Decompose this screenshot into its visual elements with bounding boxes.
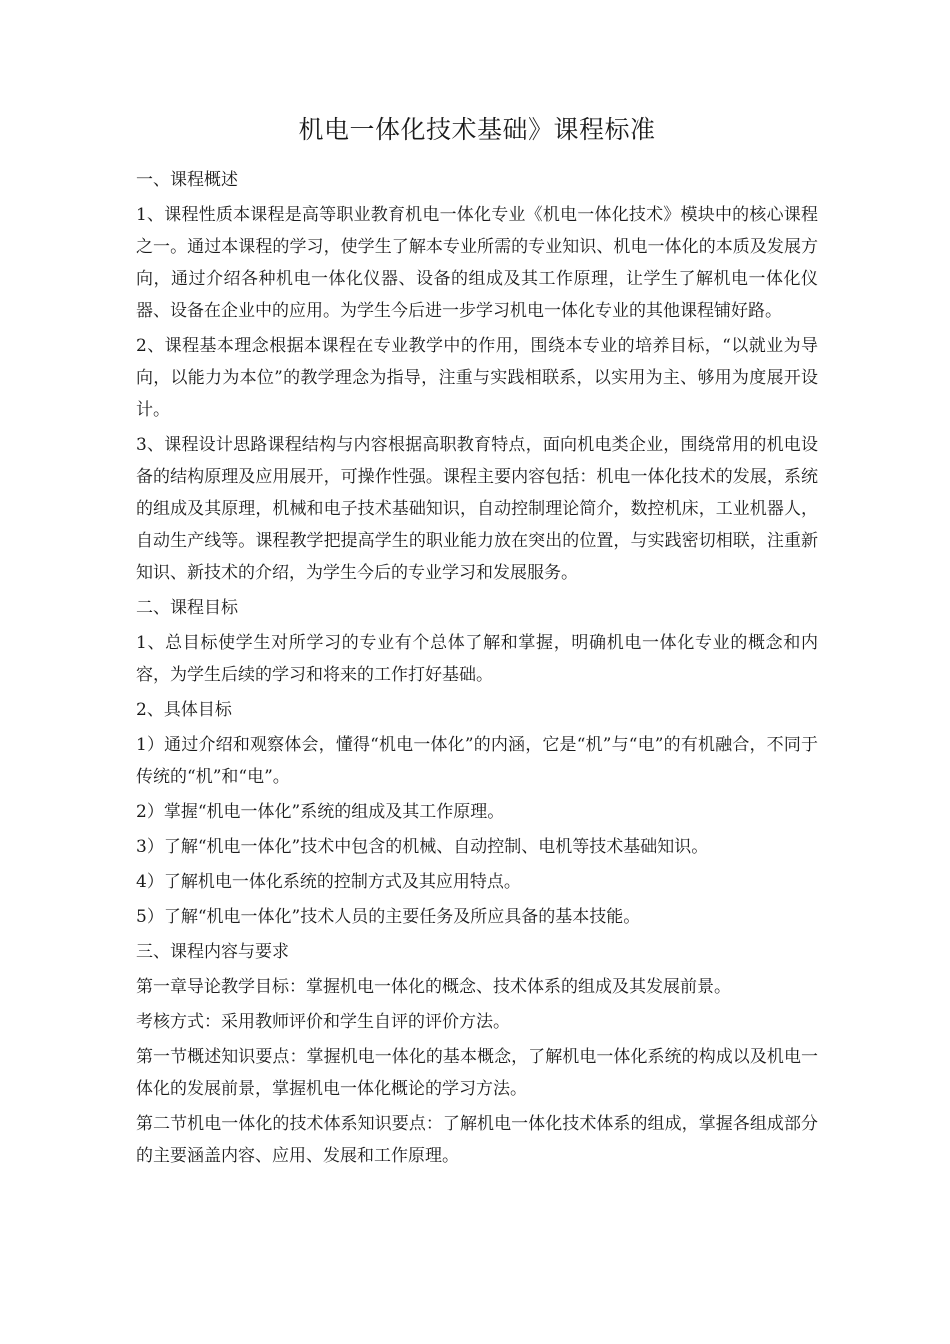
paragraph-course-nature: 1、课程性质本课程是高等职业教育机电一体化专业《机电一体化技术》模块中的核心课程之一。通过本课程的学习，使学生了解本专业所需的专业知识、机电一体化的本质及发展方向，通过介绍各种机电一体化仪器、设备的组成及其工作原理，让学生了解机电一体化仪器、设备在企业中的应用。为学生今后进一步学习机电一体化专业的其他课程铺好路。 [136, 205, 818, 321]
list-item-goal-3: 3）了解“机电一体化”技术中包含的机械、自动控制、电机等技术基础知识。 [136, 837, 709, 857]
paragraph-overall-goal: 1、总目标使学生对所学习的专业有个总体了解和掌握，明确机电一体化专业的概念和内容，为学生后续的学习和将来的工作打好基础。 [136, 633, 818, 685]
list-item-goal-4: 4）了解机电一体化系统的控制方式及其应用特点。 [136, 872, 521, 892]
section-heading-goals: 二、课程目标 [136, 598, 238, 618]
paragraph-section-2: 第二节机电一体化的技术体系知识要点：了解机电一体化技术体系的组成，掌握各组成部分的主要涵盖内容、应用、发展和工作原理。 [136, 1114, 818, 1166]
list-item-goal-2: 2）掌握“机电一体化”系统的组成及其工作原理。 [136, 802, 505, 822]
document-title: 机电一体化技术基础》课程标准 [298, 115, 656, 144]
paragraph-section-1: 第一节概述知识要点：掌握机电一体化的基本概念，了解机电一体化系统的构成以及机电一体化的发展前景，掌握机电一体化概论的学习方法。 [136, 1047, 818, 1099]
document-page [136, 100, 818, 1175]
paragraph-specific-goals-heading: 2、具体目标 [136, 700, 232, 720]
list-item-goal-1: 1）通过介绍和观察体会，懂得“机电一体化”的内涵，它是“机”与“电”的有机融合，不同于传统的“机”和“电”。 [136, 735, 818, 787]
paragraph-course-philosophy: 2、课程基本理念根据本课程在专业教学中的作用，围绕本专业的培养目标，“以就业为导向，以能力为本位”的教学理念为指导，注重与实践相联系，以实用为主、够用为度展开设计。 [136, 336, 818, 420]
paragraph-chapter-1: 第一章导论教学目标：掌握机电一体化的概念、技术体系的组成及其发展前景。 [136, 977, 731, 997]
section-heading-overview: 一、课程概述 [136, 170, 238, 190]
paragraph-assessment: 考核方式：采用教师评价和学生自评的评价方法。 [136, 1012, 510, 1032]
list-item-goal-5: 5）了解“机电一体化”技术人员的主要任务及所应具备的基本技能。 [136, 907, 641, 927]
section-heading-content: 三、课程内容与要求 [136, 942, 289, 962]
paragraph-course-design: 3、课程设计思路课程结构与内容根据高职教育特点，面向机电类企业，围绕常用的机电设备的结构原理及应用展开，可操作性强。课程主要内容包括：机电一体化技术的发展，系统的组成及其原理，机械和电子技术基础知识，自动控制理论简介，数控机床，工业机器人，自动生产线等。课程教学把提高学生的职业能力放在突出的位置，与实践密切相联，注重新知识、新技术的介绍，为学生今后的专业学习和发展服务。 [136, 435, 818, 583]
